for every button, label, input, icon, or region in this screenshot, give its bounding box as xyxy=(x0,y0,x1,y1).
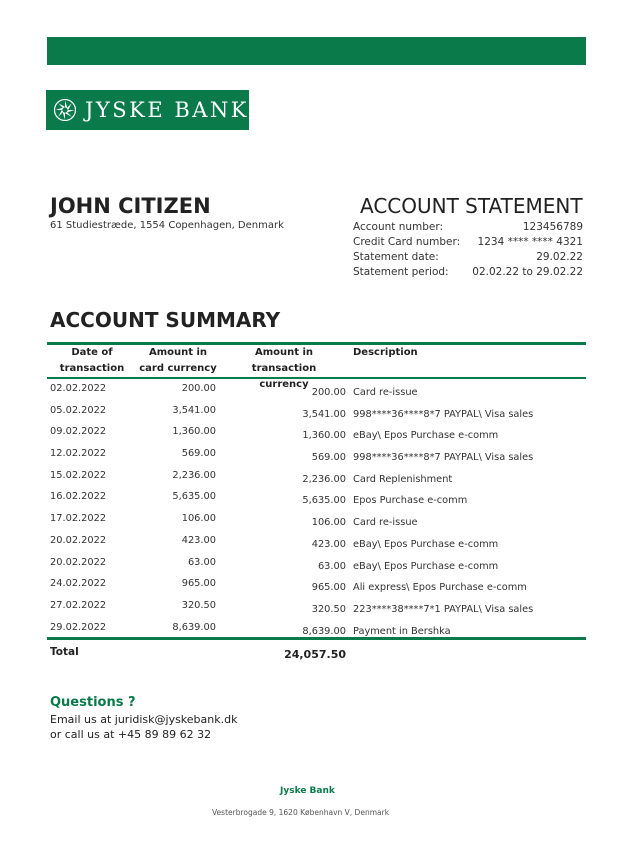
cell-amount-transaction: 320.50 xyxy=(311,603,346,615)
contact-email: Email us at juridisk@jyskebank.dk xyxy=(50,713,238,726)
cell-date: 12.02.2022 xyxy=(50,448,107,460)
header-line: Amount in transaction xyxy=(251,347,317,374)
cell-description: 998****36****8*7 PAYPAL\ Visa sales xyxy=(353,408,534,420)
statement-date-row xyxy=(353,250,583,265)
field-label: Statement period: xyxy=(353,266,449,278)
cell-description: Payment in Bershka xyxy=(353,625,451,637)
field-value: 29.02.22 xyxy=(536,251,583,263)
account-number-row xyxy=(353,220,583,235)
bank-logo xyxy=(46,90,249,130)
header-band xyxy=(47,37,586,65)
cell-amount-transaction: 106.00 xyxy=(311,517,346,529)
column-header-date xyxy=(47,345,137,377)
cell-description: Ali express\ Epos Purchase e-comm xyxy=(353,582,527,594)
table-row xyxy=(0,446,625,468)
cell-amount-transaction: 1,360.00 xyxy=(302,430,346,442)
cell-date: 02.02.2022 xyxy=(50,383,107,394)
customer-name: JOHN CITIZEN xyxy=(50,194,211,218)
table-row xyxy=(0,555,625,577)
logo-text: JYSKE BANK xyxy=(84,98,249,122)
column-header-amount xyxy=(137,345,219,377)
cell-amount: 8,639.00 xyxy=(172,621,216,633)
cell-amount: 63.00 xyxy=(187,556,216,568)
table-row xyxy=(0,381,625,403)
customer-address: 61 Studiestræde, 1554 Copenhagen, Denmark xyxy=(50,220,284,231)
cell-date: 16.02.2022 xyxy=(50,491,107,503)
table-row xyxy=(0,598,625,620)
cell-amount: 200.00 xyxy=(181,383,216,394)
summary-title: ACCOUNT SUMMARY xyxy=(50,308,281,332)
contact-phone: or call us at +45 89 89 62 32 xyxy=(50,728,212,741)
cell-amount-transaction: 2,236.00 xyxy=(302,473,346,485)
field-value: 123456789 xyxy=(522,221,583,233)
cell-amount-transaction: 63.00 xyxy=(317,560,346,572)
field-label: Statement date: xyxy=(353,251,439,263)
total-value: 24,057.50 xyxy=(284,648,346,661)
field-label: Account number: xyxy=(353,221,444,233)
cell-amount: 5,635.00 xyxy=(172,491,216,503)
cell-date: 05.02.2022 xyxy=(50,404,107,416)
table-row xyxy=(0,468,625,490)
cell-amount: 569.00 xyxy=(181,448,216,460)
cell-amount: 3,541.00 xyxy=(172,404,216,416)
card-number-row xyxy=(353,235,583,250)
table-row xyxy=(0,403,625,425)
cell-description: 998****36****8*7 PAYPAL\ Visa sales xyxy=(353,452,534,464)
cell-date: 15.02.2022 xyxy=(50,469,107,481)
table-bottom-rule xyxy=(47,637,586,640)
cell-date: 20.02.2022 xyxy=(50,534,107,546)
footer-address: Vesterbrogade 9, 1620 København V, Denmark xyxy=(212,808,390,817)
total-label: Total xyxy=(50,646,79,658)
cell-description: eBay\ Epos Purchase e-comm xyxy=(353,430,499,442)
cell-amount: 2,236.00 xyxy=(172,469,216,481)
field-value: 1234 **** **** 4321 xyxy=(477,236,583,248)
header-line: transaction xyxy=(59,363,125,374)
table-row xyxy=(0,489,625,511)
cell-date: 20.02.2022 xyxy=(50,556,107,568)
cell-amount: 320.50 xyxy=(181,599,216,611)
table-row xyxy=(0,576,625,598)
cell-date: 24.02.2022 xyxy=(50,578,107,590)
cell-date: 17.02.2022 xyxy=(50,513,107,525)
footer-brand: Jyske Bank xyxy=(280,786,335,796)
cell-date: 27.02.2022 xyxy=(50,599,107,611)
statement-title: ACCOUNT STATEMENT xyxy=(360,194,583,218)
cell-description: 223****38****7*1 PAYPAL\ Visa sales xyxy=(353,603,534,615)
cell-amount-transaction: 965.00 xyxy=(311,582,346,594)
cell-description: Epos Purchase e-comm xyxy=(353,495,468,507)
header-line: Date of xyxy=(71,347,113,358)
transactions-table xyxy=(0,381,625,641)
field-value: 02.02.22 to 29.02.22 xyxy=(472,266,583,278)
field-label: Credit Card number: xyxy=(353,236,461,248)
cell-description: Card re-issue xyxy=(353,387,418,398)
cell-amount-transaction: 5,635.00 xyxy=(302,495,346,507)
table-row xyxy=(0,424,625,446)
cell-date: 09.02.2022 xyxy=(50,426,107,438)
cell-amount: 965.00 xyxy=(181,578,216,590)
cell-date: 29.02.2022 xyxy=(50,621,107,633)
logo-mark-icon xyxy=(54,99,76,121)
cell-amount: 106.00 xyxy=(181,513,216,525)
cell-description: Card re-issue xyxy=(353,517,418,529)
cell-amount: 1,360.00 xyxy=(172,426,216,438)
header-line: Amount in xyxy=(148,347,208,358)
cell-amount-transaction: 200.00 xyxy=(311,387,346,398)
cell-description: eBay\ Epos Purchase e-comm xyxy=(353,560,499,572)
statement-period-row xyxy=(353,265,583,280)
column-header-description: Description xyxy=(353,347,418,358)
cell-amount-transaction: 423.00 xyxy=(311,538,346,550)
questions-title: Questions ? xyxy=(50,695,136,710)
header-line: currency xyxy=(259,379,309,390)
cell-description: eBay\ Epos Purchase e-comm xyxy=(353,538,499,550)
cell-amount-transaction: 8,639.00 xyxy=(302,625,346,637)
table-row xyxy=(0,511,625,533)
table-header-rule xyxy=(47,377,586,379)
cell-description: Card Replenishment xyxy=(353,473,453,485)
header-line: card currency xyxy=(139,363,217,374)
table-row xyxy=(0,533,625,555)
statement-details xyxy=(353,220,583,280)
cell-amount: 423.00 xyxy=(181,534,216,546)
cell-amount-transaction: 569.00 xyxy=(311,452,346,464)
cell-amount-transaction: 3,541.00 xyxy=(302,408,346,420)
